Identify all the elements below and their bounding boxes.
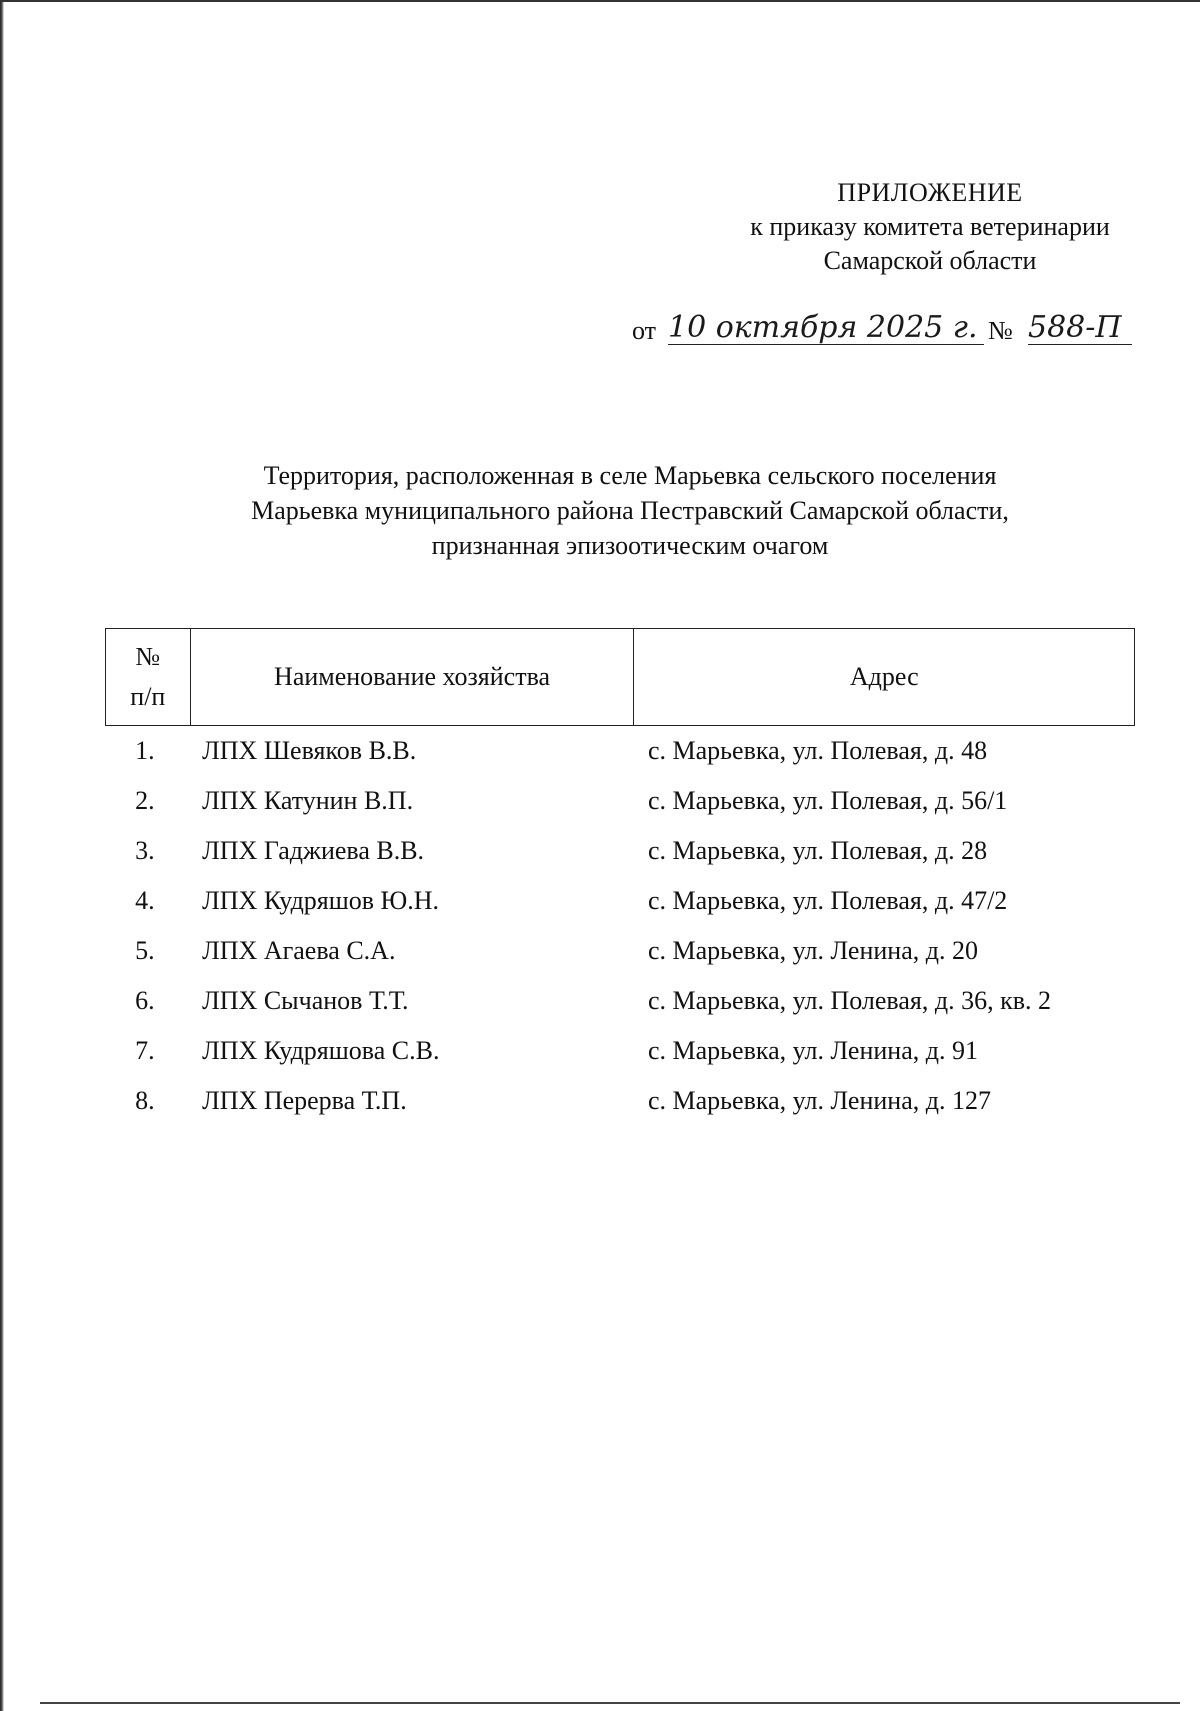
row-number: 6. [135,986,155,1015]
order-number-label: № [988,316,1013,345]
header-number-line-1: № [135,642,161,671]
header-number [106,629,191,726]
row-farm-name: ЛПХ Шевяков В.В. [202,736,417,765]
appendix-title: ПРИЛОЖЕНИЕ [837,178,1023,207]
row-number: 7. [135,1036,155,1065]
heading-line-2: Марьевка муниципального района Пестравский Самарской области, [251,496,1009,525]
appendix-line-2: Самарской области [823,246,1037,275]
heading-line-1: Территория, расположенная в селе Марьевка сельского поселения [263,461,997,490]
scan-bottom-edge [40,1702,1180,1704]
row-address: с. Марьевка, ул. Полевая, д. 47/2 [647,886,1008,915]
row-farm-name: ЛПХ Кудряшов Ю.Н. [202,886,440,915]
farms-table-wrap [105,628,1135,1126]
table-row [106,826,1135,876]
scan-top-edge [0,0,1200,2]
row-number: 8. [135,1086,155,1115]
order-reference [632,310,1132,350]
row-number: 4. [135,886,155,915]
appendix-caption [700,176,1160,278]
document-heading [190,458,1070,563]
header-farm-name: Наименование хозяйства [190,629,634,726]
table-row [106,726,1135,777]
order-number-handwritten: 588-П [1028,310,1132,345]
row-farm-name: ЛПХ Перерва Т.П. [202,1086,407,1115]
row-address: с. Марьевка, ул. Полевая, д. 48 [647,736,988,765]
table-row [106,1026,1135,1076]
row-address: с. Марьевка, ул. Ленина, д. 20 [647,936,978,965]
row-address: с. Марьевка, ул. Ленина, д. 91 [647,1036,978,1065]
scan-left-edge [0,0,4,1711]
farms-table [105,628,1135,1126]
table-row [106,776,1135,826]
row-number: 2. [135,786,155,815]
table-header-row [106,629,1135,726]
row-address: с. Марьевка, ул. Полевая, д. 28 [647,836,988,865]
row-address: с. Марьевка, ул. Полевая, д. 56/1 [647,786,1008,815]
row-number: 3. [135,836,155,865]
row-farm-name: ЛПХ Сычанов Т.Т. [202,986,409,1015]
heading-line-3: признанная эпизоотическим очагом [431,531,829,560]
row-farm-name: ЛПХ Гаджиева В.В. [202,836,425,865]
header-address: Адрес [634,629,1135,726]
row-number: 1. [135,736,155,765]
header-number-line-2: п/п [130,682,166,711]
row-address: с. Марьевка, ул. Полевая, д. 36, кв. 2 [647,986,1051,1015]
table-row [106,976,1135,1026]
row-address: с. Марьевка, ул. Ленина, д. 127 [647,1086,991,1115]
row-farm-name: ЛПХ Катунин В.П. [202,786,414,815]
table-row [106,876,1135,926]
row-number: 5. [135,936,155,965]
order-from-label: от [632,316,657,345]
table-row [106,926,1135,976]
table-row [106,1076,1135,1126]
appendix-line-1: к приказу комитета ветеринарии [750,212,1110,241]
row-farm-name: ЛПХ Кудряшова С.В. [202,1036,440,1065]
row-farm-name: ЛПХ Агаева С.А. [202,936,396,965]
order-date-handwritten: 10 октября 2025 г. [668,310,984,345]
